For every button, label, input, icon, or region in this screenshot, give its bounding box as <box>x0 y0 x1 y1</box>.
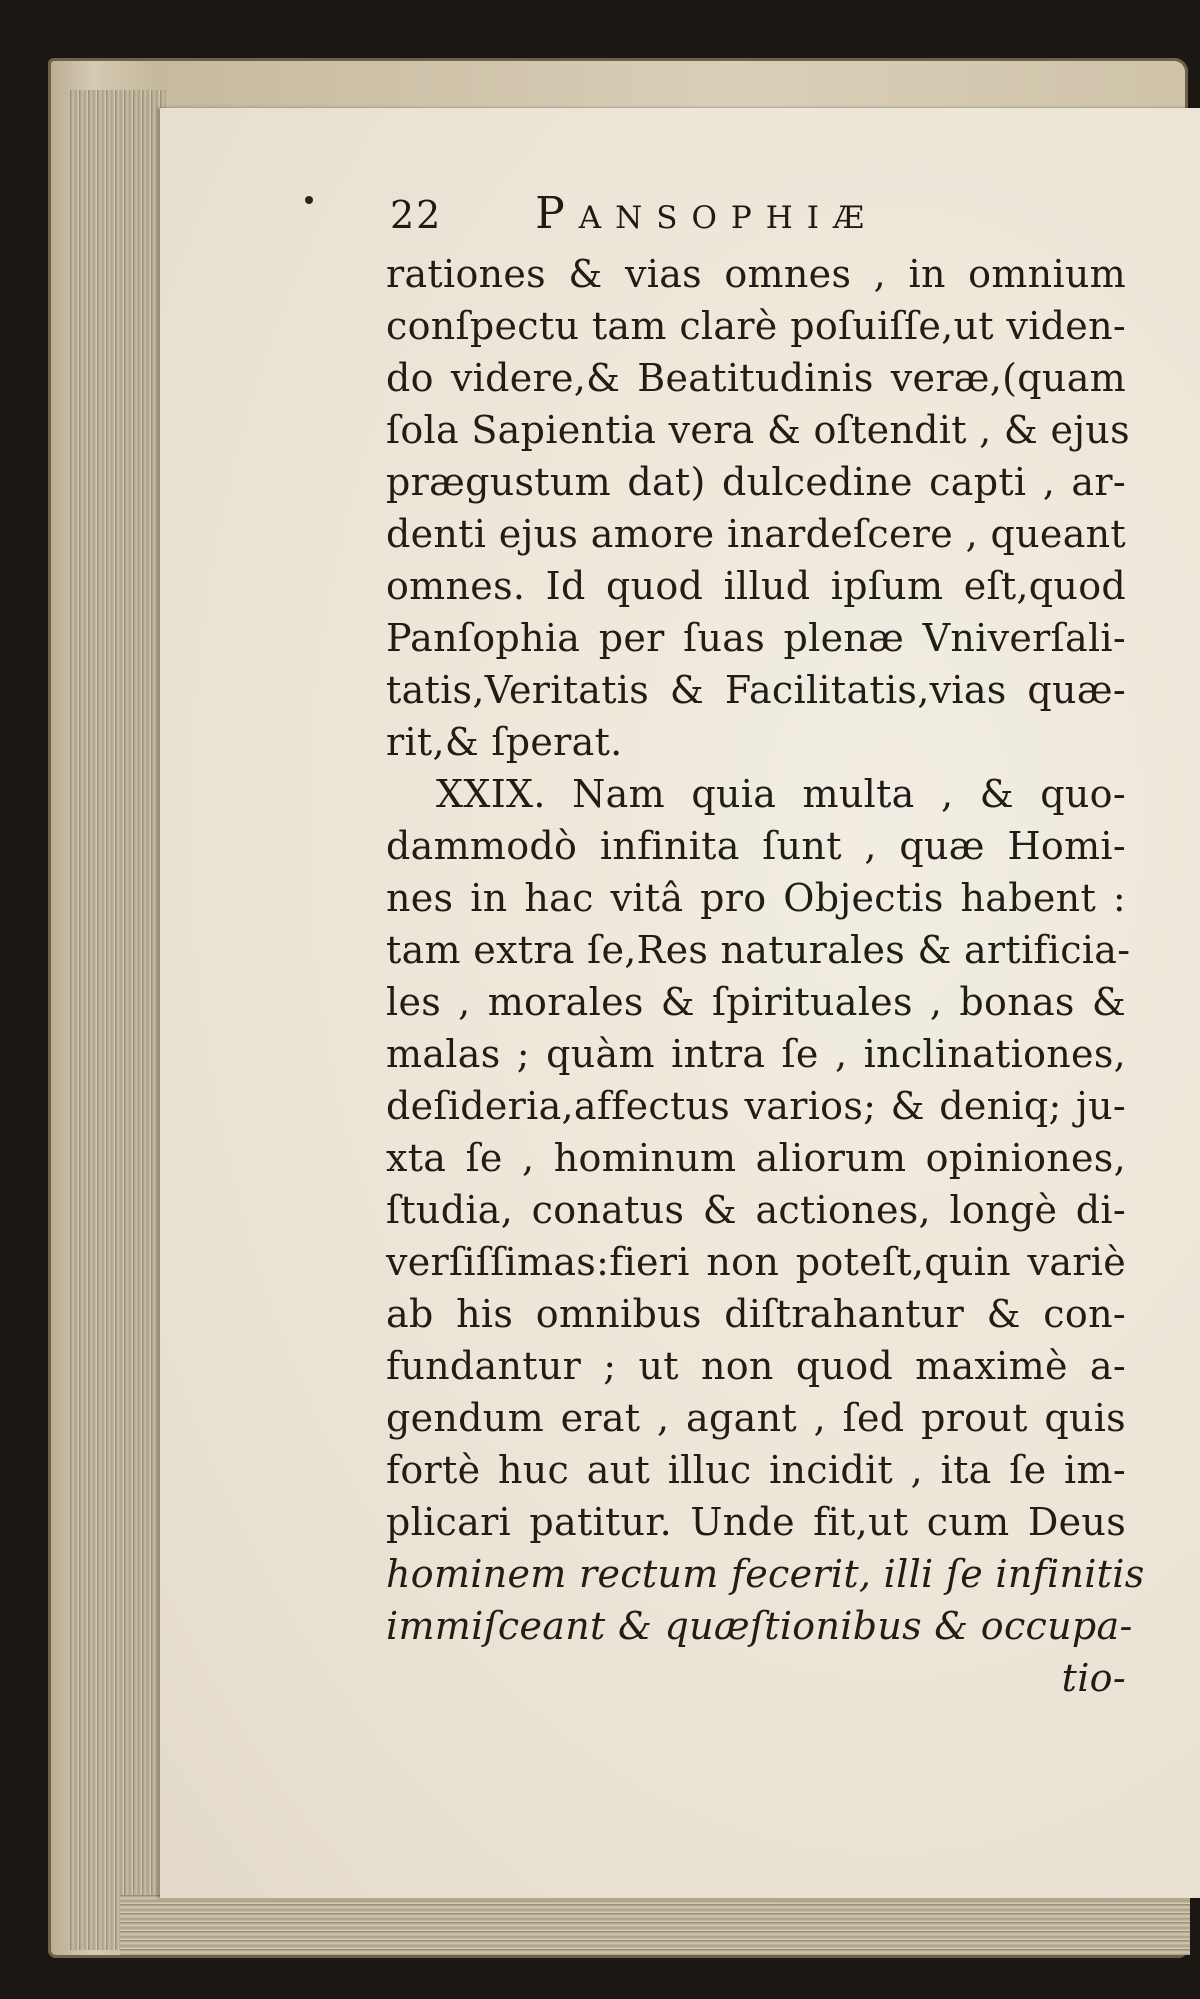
text-line: les , morales & ſpirituales , bonas & <box>386 980 1126 1024</box>
text-line: xta ſe , hominum aliorum opiniones, <box>386 1136 1126 1180</box>
text-line: omnes. Id quod illud ipſum eſt,quod <box>386 564 1126 608</box>
text-line: fundantur ; ut non quod maximè a- <box>386 1344 1126 1388</box>
page-number: 22 <box>390 193 443 237</box>
text-line: fortè huc aut illuc incidit , ita ſe im- <box>386 1448 1126 1492</box>
text-line: do videre,& Beatitudinis veræ,(quam <box>386 356 1126 400</box>
text-line: hominem rectum fecerit, illi ſe infinitis <box>386 1552 1145 1596</box>
text-line: prægustum dat) dulcedine capti , ar- <box>386 460 1126 504</box>
text-line: immiſceant & quæſtionibus & occupa- <box>386 1604 1133 1648</box>
text-line: denti ejus amore inardeſcere , queant <box>386 512 1126 556</box>
section-heading-line: XXIX. Nam quia multa , & quo- <box>436 772 1126 816</box>
text-line: ſola Sapientia vera & oſtendit , & ejus <box>386 408 1130 452</box>
text-line: ab his omnibus diſtrahantur & con- <box>386 1292 1126 1336</box>
body-text <box>386 248 1145 1704</box>
running-head: Pansophiæ <box>535 188 879 239</box>
ink-mark <box>305 196 313 204</box>
page-edges-bottom <box>120 1895 1190 1955</box>
text-line: malas ; quàm intra ſe , inclinationes, <box>386 1032 1126 1076</box>
text-line: plicari patitur. Unde fit,ut cum Deus <box>386 1500 1126 1544</box>
text-line: tam extra ſe,Res naturales & artificia- <box>386 928 1131 972</box>
text-line: verſiſſimas:fieri non poteſt,quin variè <box>386 1240 1126 1284</box>
text-line: ſtudia, conatus & actiones, longè di- <box>386 1188 1126 1232</box>
text-line: conſpectu tam clarè poſuiſſe,ut viden- <box>386 304 1126 348</box>
text-line: tatis,Veritatis & Facilitatis,vias quæ- <box>386 668 1126 712</box>
text-line: rit,& ſperat. <box>386 720 623 764</box>
text-line: rationes & vias omnes , in omnium <box>386 252 1126 296</box>
text-line: dammodò infinita ſunt , quæ Homi- <box>386 824 1126 868</box>
page-header <box>390 188 878 248</box>
text-line: gendum erat , agant , ſed prout quis <box>386 1396 1126 1440</box>
text-line: nes in hac vitâ pro Objectis habent : <box>386 876 1126 920</box>
catchword: tio- <box>1061 1656 1126 1700</box>
page-edges-left <box>70 90 166 1950</box>
text-line: deſideria,affectus varios; & deniq; ju- <box>386 1084 1126 1128</box>
text-line: Panſophia per ſuas plenæ Vniverſali- <box>386 616 1126 660</box>
